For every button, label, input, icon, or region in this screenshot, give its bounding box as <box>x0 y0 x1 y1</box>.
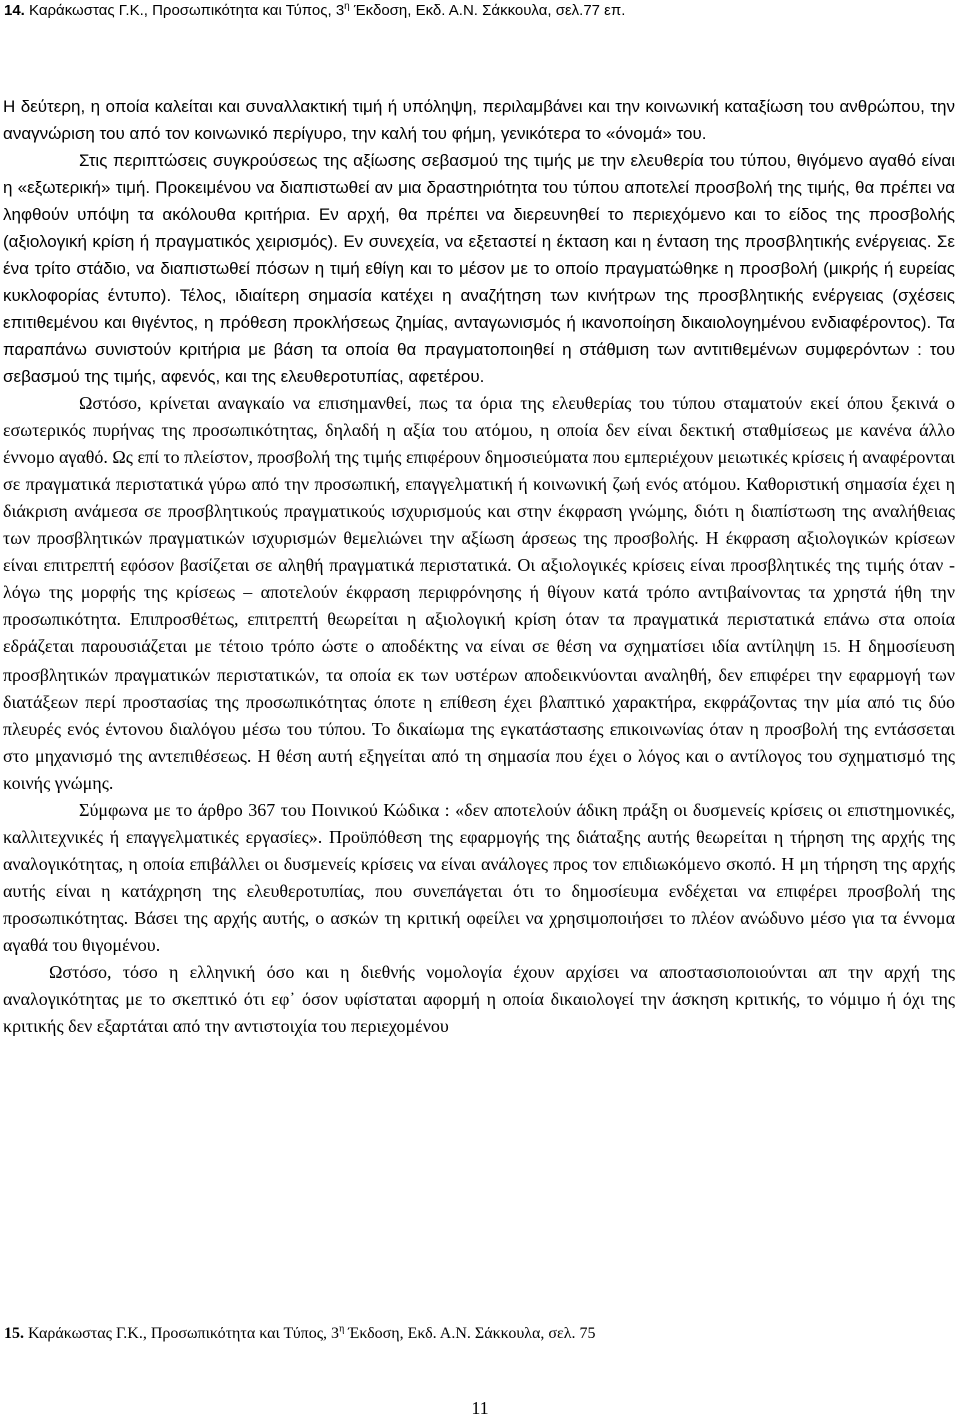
paragraph-3-part-a: Ωστόσο, κρίνεται αναγκαίο να επισημανθεί, πως τα όρια της ελευθερίας του τύπου σταματούν εκεί όπου ξεκινά ο εσωτερικός πυρήνας της προσωπικότητας, δηλαδή η αξία του ατόμου, η οποία δεν είναι δεκτική σταθμίσεως με κανένα άλλο έννομο αγαθό. Ως επί το πλείστον, προσβολή της τιμής επιφέρουν δημοσιεύματα που εμπεριέχουν μειωτικές κρίσεις ή αναφέρονται σε πραγματικά περιστατικά γύρω από την προσωπική, επαγγελματική ή κοινωνική ζωή ενός ατόμου. Καθοριστική σημασία έχει η διάκριση ανάμεσα σε προσβλητικούς πραγματικούς ισχυρισμούς και στην έκφραση γνώμης, διότι η διαπίστωση της αναλήθειας των προσβλητικών πραγματικών ισχυρισμών θεμελιώνει την αξίωση άρσεως της προσβολής. Η έκφραση αξιολογικών κρίσεων είναι επιτρεπτή εφόσον βασίζεται σε αληθή πραγματικά περιστατικά. Οι αξιολογικές κρίσεις είναι προσβλητικές της τιμής όταν - λόγω της μορφής της κρίσεως – αποτελούν έκφραση περιφρόνησης ή θίγουν κατά τρόπο αντιβαίνοντας τα χρηστά ήθη την προσωπικότητα. Επιπροσθέτως, επιτρεπτή θεωρείται η αξιολογική κρίση όταν τα πραγματικά περιστατικά επάνω στα οποία εδράζεται παρουσιάζεται με τέτοιο τρόπο ώστε ο αποδέκτης να είναι σε θέση να σχηματίσει ιδία αντίληψη <box>3 393 955 656</box>
paragraph-2-part-a: Στις περιπτώσεις συγκρούσεως της αξίωσης σεβασμού της τιμής με την ελευθερία του τύπου, θιγόμενο αγαθό είναι η «εξωτερική» τιμή. Προκειμένου να διαπιστωθεί αν μια δραστηριότητα του τύπου αποτελεί προσβολή της τιμής, θα πρέπει να ληφθούν υπόψη τα ακόλουθα κριτήρια <box>3 151 955 224</box>
footnote-15-rest: Έκδοση, Εκδ. Α.Ν. Σάκκουλα, σελ. 75 <box>344 1325 596 1342</box>
body-text <box>3 93 955 1040</box>
footnote-ref-15: 15. <box>822 640 841 656</box>
page-number: 11 <box>471 1398 489 1418</box>
paragraph-2 <box>3 147 955 390</box>
footnote-14-text: Καράκωστας Γ.Κ., Προσωπικότητα και Τύπος, 3 <box>24 2 345 19</box>
paragraph-3 <box>3 390 955 797</box>
paragraph-5: Ωστόσο, τόσο η ελληνική όσο και η διεθνής νομολογία έχουν αρχίσει να αποστασιοποιούνται απ την αρχή της αναλογικότητας με το σκεπτικό ότι εφ᾽ όσον υφίσταται αφορμή η οποία δικαιολογεί την άσκηση κριτικής, το νόμιμο ή όχι της κριτικής δεν εξαρτάται από την αντιστοιχία του περιεχομένου <box>3 962 955 1036</box>
paragraph-3-part-b: Η δημοσίευση προσβλητικών πραγματικών περιστατικών, τα οποία εκ των υστέρων αποδεικνύονται αναληθή, δεν επιφέρει την εφαρμογή των διατάξεων περί προστασίας της προσωπικότητας όποτε η επίθεση έχει βλαπτικό χαρακτήρα, εκφράζοντας την μία από τις δύο πλευρές ενός έντονου διαλόγου μέσω του τύπου. Το δικαίωμα της εγκατάστασης επικοινωνίας όταν η προσβολή της εντάσσεται στο μηχανισμό της αντεπιθέσεως. Η θέση αυτή εξηγείται από τη σημασία που έχει ο λόγος και ο αντίλογος του σχηματισμό της κοινής γνώμης. <box>3 636 955 793</box>
paragraph-1: Η δεύτερη, η οποία καλείται και συναλλακτική τιμή ή υπόληψη, περιλαμβάνει και την κοινωνική καταξίωση του ανθρώπου, την αναγνώριση του από τον κοινωνικό περίγυρο, την καλή του φήμη, γενικότερα το «όνομά» του. <box>3 97 955 143</box>
footnote-15-sup: η <box>339 1323 345 1335</box>
footnote-14 <box>4 2 944 20</box>
paragraph-4: Σύμφωνα με το άρθρο 367 του Ποινικού Κώδικα : «δεν αποτελούν άδικη πράξη οι δυσμενείς κρίσεις οι επιστημονικές, καλλιτεχνικές ή επαγγελματικές εργασίες». Προϋπόθεση της εφαρμογής της διάταξης αυτής θεωρείται η τήρηση της αρχής της αναλογικότητας, η οποία επιβάλλει οι δυσμενείς κρίσεις να είναι ανάλογες προς τον επιδιωκόμενο σκοπό. Η μη τήρηση της αρχής αυτής είναι η κατάχρηση της ελευθεροτυπίας, που συνεπάγεται ότι το δημοσίευμα ενδέχεται να επιφέρει προσβολή της προσωπικότητας. Βάσει της αρχής αυτής, ο ασκών τη κριτική οφείλει να χρησιμοποιήσει το πλέον ανώδυνο μέσο για τα έννομα αγαθά του θιγομένου. <box>3 800 955 955</box>
footnote-15-text: Καράκωστας Γ.Κ., Προσωπικότητα και Τύπος, 3 <box>24 1325 340 1342</box>
footnote-14-number: 14. <box>4 2 25 19</box>
footnote-14-sup: η <box>344 1 350 12</box>
footnote-14-rest: Έκδοση, Εκδ. Α.Ν. Σάκκουλα, σελ.77 επ. <box>349 2 626 19</box>
footnote-15-number: 15. <box>4 1325 24 1342</box>
paragraph-2-part-b: . Εν αρχή, θα πρέπει να διερευνηθεί το περιεχόμενο και το είδος της προσβολής (αξιολογική κρίση ή πραγματικός χειρισμός). Εν συνεχεία, να εξεταστεί η έκταση και η ένταση της προσβλητικής ενέργειας. Σε ένα τρίτο στάδιο, να διαπιστωθεί πόσων η τιμή εθίγη και το μέσον με το οποίο πραγματώθηκε η προσβολή (μικρής ή ευρείας κυκλοφορίας έντυπο). Τέλος, ιδιαίτερη σημασία κατέχει η αναζήτηση των κινήτρων της προσβλητικής ενέργειας (σχέσεις επιτιθεμένου και θιγέντος, η πρόθεση προκλήσεως ζημίας, ανταγωνισμός ή ικανοποίηση δικαιολογημένου ενδιαφέροντος). Τα παραπάνω συνιστούν κριτήρια με βάση τα οποία θα πραγματοποιηθεί η στάθμιση των αντιτιθεμένων συμφερόντων : του σεβασμού της τιμής, αφενός, και της ελευθεροτυπίας, αφετέρου. <box>3 205 956 386</box>
footnote-15 <box>4 1325 944 1343</box>
